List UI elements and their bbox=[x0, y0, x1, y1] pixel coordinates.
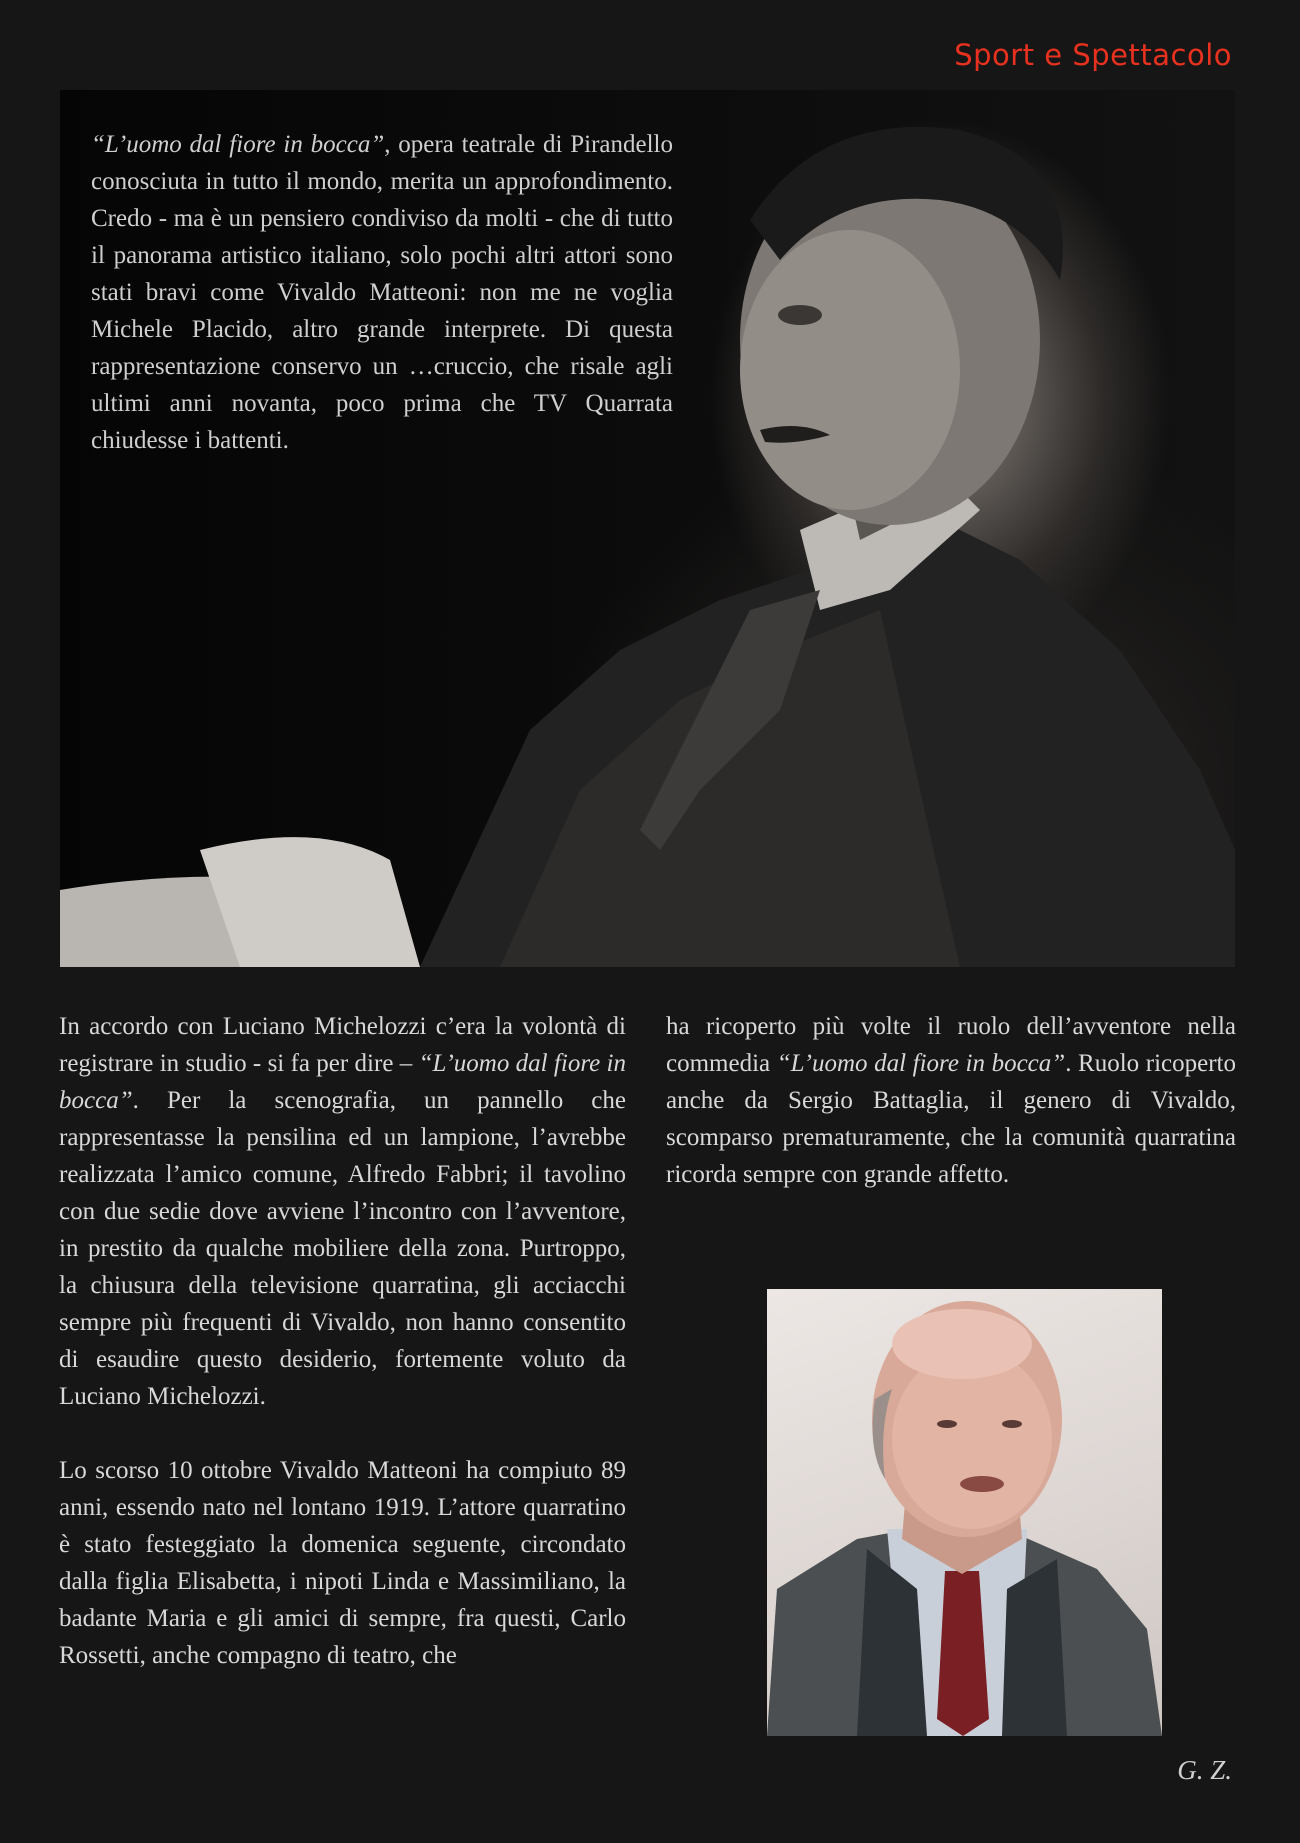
section-title: Sport e Spettacolo bbox=[954, 38, 1232, 72]
author-signature: G. Z. bbox=[1177, 1755, 1232, 1785]
play-title: “L’uomo dal fiore in bocca” bbox=[59, 1050, 626, 1114]
paragraph-3-start: ha ricoperto più volte il ruolo dell’avventore nella commedia bbox=[666, 1013, 1236, 1077]
elderly-man-portrait bbox=[767, 1289, 1162, 1736]
hero-caption bbox=[91, 126, 673, 459]
paragraph-3-end: . Ruolo ricoperto anche da Sergio Battaglia, il genero di Vivaldo, scomparso prematuramente, che la comunità quarratina ricorda sempre con grande affetto. bbox=[666, 1050, 1236, 1188]
right-column bbox=[666, 1008, 1236, 1193]
paragraph-2: Lo scorso 10 ottobre Vivaldo Matteoni ha compiuto 89 anni, essendo nato nel lontano 1919. L’attore quarratino è stato festeggiato la domenica seguente, circondato dalla figlia Elisabetta, i nipoti Linda e Massimiliano, la badante Maria e gli amici di sempre, fra questi, Carlo Rossetti, anche compagno di teatro, che bbox=[59, 1457, 626, 1669]
hero-caption-text: , opera teatrale di Pirandello conosciuta in tutto il mondo, merita un approfondimento. Credo - ma è un pensiero condiviso da molti - che di tutto il panorama artistico italiano, solo pochi altri attori sono stati bravi come Vivaldo Matteoni: non me ne voglia Michele Placido, altro grande interprete. Di questa rappresentazione conservo un …cruccio, che risale agli ultimi anni novanta, poco prima che TV Quarrata chiudesse i battenti. bbox=[91, 131, 673, 454]
paragraph-3 bbox=[666, 1008, 1236, 1193]
play-title: “L’uomo dal fiore in bocca” bbox=[91, 131, 385, 158]
portrait-figure bbox=[767, 1289, 1162, 1736]
paragraph-1-start: In accordo con Luciano Michelozzi c’era la volontà di registrare in studio - si fa per dire – bbox=[59, 1013, 626, 1077]
paragraph-1 bbox=[59, 1008, 626, 1415]
left-column bbox=[59, 1008, 626, 1674]
actor-stage-photo bbox=[60, 90, 1235, 967]
play-title: “L’uomo dal fiore in bocca” bbox=[776, 1050, 1066, 1077]
paragraph-1-end: . Per la scenografia, un pannello che rappresentasse la pensilina ed un lampione, l’avrebbe realizzata l’amico comune, Alfredo Fabbri; il tavolino con due sedie dove avviene l’incontro con l’avventore, in prestito da qualche mobiliere della zona. Purtroppo, la chiusura della televisione quarratina, gli acciacchi sempre più frequenti di Vivaldo, non hanno consentito di esaudire questo desiderio, fortemente voluto da Luciano Michelozzi. bbox=[59, 1087, 626, 1410]
